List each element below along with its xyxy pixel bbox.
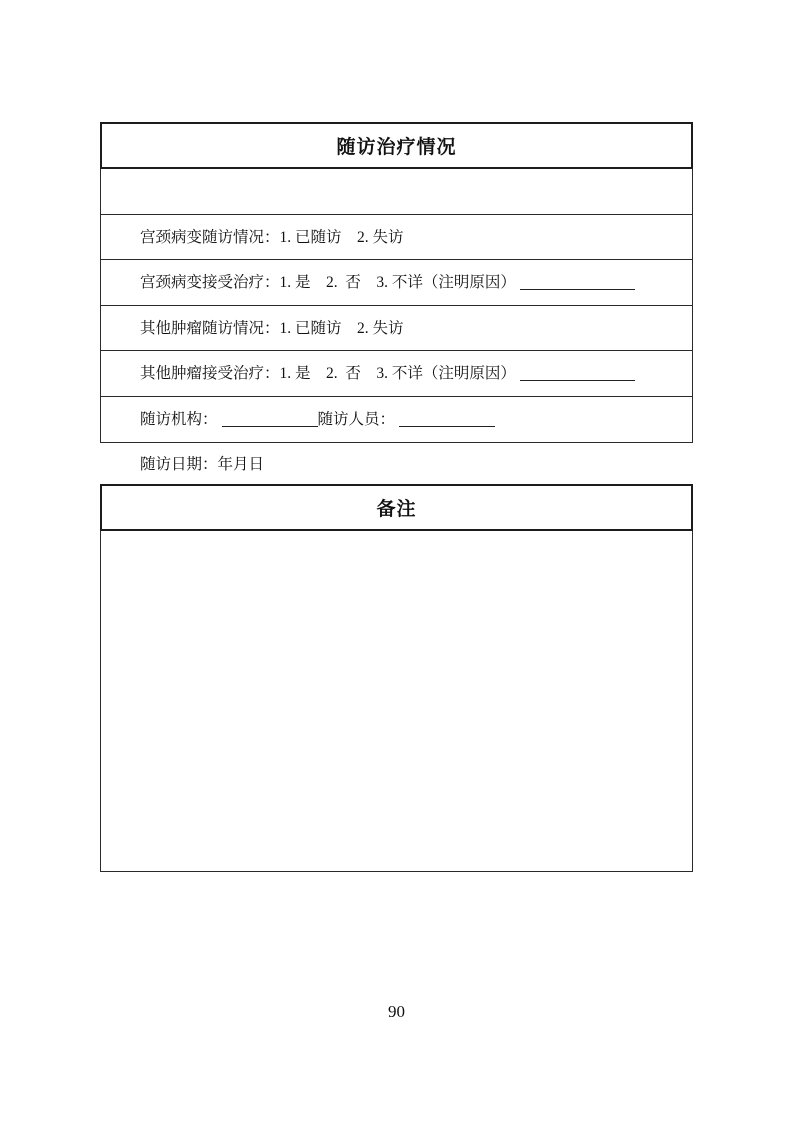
followup-table-body bbox=[100, 169, 693, 473]
table-row-cervical-followup-status bbox=[101, 169, 692, 246]
remarks-table-title: 备注 bbox=[100, 484, 693, 531]
fill-in-blank bbox=[520, 288, 635, 290]
fill-in-blank bbox=[399, 425, 495, 427]
fill-in-blank bbox=[520, 379, 635, 381]
row-label: 其他肿瘤随访情况：1. 已随访 2. 失访 bbox=[140, 319, 404, 337]
page-number: 90 bbox=[388, 1002, 405, 1021]
followup-table-title: 随访治疗情况 bbox=[100, 122, 693, 169]
fill-in-blank bbox=[222, 425, 318, 427]
followup-personnel-label: 随访人员： bbox=[317, 410, 396, 428]
row-label: 宫颈病变接受治疗：1. 是 2. 否 3. 不详（注明原因） bbox=[140, 274, 516, 291]
row-label: 随访日期：年月日 bbox=[140, 456, 265, 473]
row-label: 其他肿瘤接受治疗：1. 是 2. 否 3. 不详（注明原因） bbox=[140, 365, 516, 382]
remarks-table bbox=[100, 484, 693, 872]
followup-org-label: 随访机构： bbox=[140, 410, 218, 428]
row-label: 宫颈病变随访情况：1. 已随访 2. 失访 bbox=[140, 228, 404, 246]
remarks-table-body bbox=[100, 531, 693, 872]
followup-treatment-table bbox=[100, 122, 693, 473]
